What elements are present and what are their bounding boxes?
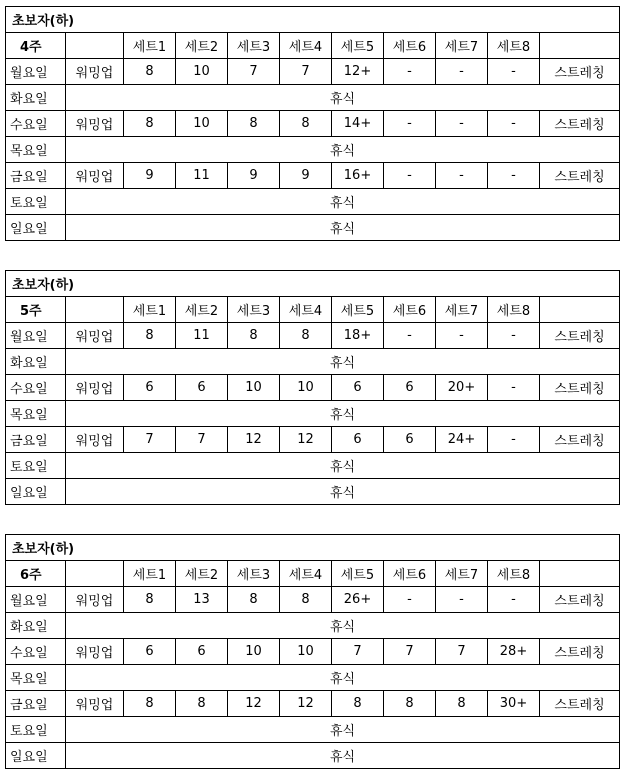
set-value: 8 (124, 59, 176, 85)
week-label: 6주 (6, 561, 66, 587)
rest-cell: 휴식 (66, 137, 620, 163)
set-value: - (384, 587, 436, 613)
set-value: - (436, 323, 488, 349)
workout-row (6, 427, 620, 453)
title-row (6, 7, 620, 33)
set-header: 세트6 (384, 33, 436, 59)
warmup-cell: 워밍업 (66, 375, 124, 401)
cooldown-cell: 스트레칭 (540, 111, 620, 137)
header-row (6, 561, 620, 587)
rest-cell: 휴식 (66, 189, 620, 215)
day-label: 토요일 (6, 717, 66, 743)
warmup-cell: 워밍업 (66, 323, 124, 349)
set-value: 8 (280, 587, 332, 613)
header-row (6, 33, 620, 59)
set-header: 세트6 (384, 297, 436, 323)
workout-row (6, 587, 620, 613)
day-label: 수요일 (6, 111, 66, 137)
warmup-cell: 워밍업 (66, 639, 124, 665)
day-label: 일요일 (6, 479, 66, 505)
rest-row (6, 349, 620, 375)
set-value: 8 (176, 691, 228, 717)
set-value: 6 (332, 427, 384, 453)
set-header: 세트6 (384, 561, 436, 587)
rest-cell: 휴식 (66, 453, 620, 479)
set-value: 8 (124, 587, 176, 613)
set-value: 9 (228, 163, 280, 189)
rest-row (6, 215, 620, 241)
set-value: - (488, 323, 540, 349)
set-header: 세트1 (124, 33, 176, 59)
set-value: 7 (228, 59, 280, 85)
header-blank (540, 33, 620, 59)
set-value: 12 (280, 427, 332, 453)
rest-row (6, 85, 620, 111)
set-header: 세트4 (280, 33, 332, 59)
set-header: 세트8 (488, 561, 540, 587)
rest-cell: 휴식 (66, 479, 620, 505)
set-value: - (436, 587, 488, 613)
rest-row (6, 453, 620, 479)
rest-cell: 휴식 (66, 401, 620, 427)
workout-row (6, 639, 620, 665)
workout-row (6, 163, 620, 189)
day-label: 금요일 (6, 691, 66, 717)
set-value: - (488, 163, 540, 189)
set-value: - (384, 111, 436, 137)
day-label: 토요일 (6, 189, 66, 215)
set-header: 세트7 (436, 561, 488, 587)
set-value: 12 (228, 691, 280, 717)
set-header: 세트8 (488, 33, 540, 59)
set-value: 6 (332, 375, 384, 401)
set-value: 12 (280, 691, 332, 717)
plan-week-5 (5, 270, 620, 505)
set-value: - (488, 59, 540, 85)
day-label: 목요일 (6, 137, 66, 163)
set-value: 9 (280, 163, 332, 189)
plan-week-6 (5, 534, 620, 769)
set-value: 7 (280, 59, 332, 85)
set-header: 세트5 (332, 33, 384, 59)
day-label: 목요일 (6, 401, 66, 427)
set-value: - (384, 59, 436, 85)
set-value: 10 (228, 375, 280, 401)
warmup-cell: 워밍업 (66, 163, 124, 189)
rest-cell: 휴식 (66, 743, 620, 769)
title-row (6, 271, 620, 297)
set-value: 18+ (332, 323, 384, 349)
set-value: 7 (384, 639, 436, 665)
plan-title: 초보자(하) (6, 271, 620, 297)
set-value: 7 (436, 639, 488, 665)
day-label: 월요일 (6, 587, 66, 613)
set-value: 8 (124, 323, 176, 349)
set-value: 8 (124, 691, 176, 717)
cooldown-cell: 스트레칭 (540, 323, 620, 349)
set-header: 세트2 (176, 33, 228, 59)
set-value: 8 (280, 111, 332, 137)
day-label: 월요일 (6, 59, 66, 85)
day-label: 일요일 (6, 215, 66, 241)
set-value: 10 (176, 59, 228, 85)
set-header: 세트5 (332, 561, 384, 587)
set-value: 10 (176, 111, 228, 137)
set-header: 세트1 (124, 561, 176, 587)
set-header: 세트3 (228, 33, 280, 59)
set-value: 24+ (436, 427, 488, 453)
rest-cell: 휴식 (66, 85, 620, 111)
rest-row (6, 743, 620, 769)
warmup-cell: 워밍업 (66, 587, 124, 613)
set-value: 6 (384, 427, 436, 453)
plan-table (5, 6, 620, 241)
set-value: 6 (384, 375, 436, 401)
plan-title: 초보자(하) (6, 7, 620, 33)
set-value: - (488, 587, 540, 613)
rest-row (6, 717, 620, 743)
day-label: 금요일 (6, 427, 66, 453)
day-label: 화요일 (6, 349, 66, 375)
rest-cell: 휴식 (66, 349, 620, 375)
day-label: 수요일 (6, 375, 66, 401)
rest-row (6, 401, 620, 427)
workout-row (6, 323, 620, 349)
set-value: - (384, 323, 436, 349)
set-header: 세트4 (280, 561, 332, 587)
plan-title: 초보자(하) (6, 535, 620, 561)
set-value: 10 (280, 375, 332, 401)
cooldown-cell: 스트레칭 (540, 639, 620, 665)
set-header: 세트8 (488, 297, 540, 323)
cooldown-cell: 스트레칭 (540, 59, 620, 85)
warmup-cell: 워밍업 (66, 59, 124, 85)
cooldown-cell: 스트레칭 (540, 691, 620, 717)
set-header: 세트1 (124, 297, 176, 323)
set-value: 10 (280, 639, 332, 665)
warmup-cell: 워밍업 (66, 427, 124, 453)
header-row (6, 297, 620, 323)
plan-week-4 (5, 6, 620, 241)
set-value: - (436, 111, 488, 137)
set-value: 7 (176, 427, 228, 453)
title-row (6, 535, 620, 561)
set-value: 6 (124, 375, 176, 401)
rest-row (6, 189, 620, 215)
set-value: - (488, 375, 540, 401)
set-value: 8 (332, 691, 384, 717)
workout-row (6, 59, 620, 85)
week-label: 5주 (6, 297, 66, 323)
set-value: - (488, 427, 540, 453)
set-header: 세트7 (436, 297, 488, 323)
header-blank (66, 561, 124, 587)
cooldown-cell: 스트레칭 (540, 163, 620, 189)
day-label: 화요일 (6, 85, 66, 111)
rest-row (6, 665, 620, 691)
set-value: 12+ (332, 59, 384, 85)
day-label: 화요일 (6, 613, 66, 639)
cooldown-cell: 스트레칭 (540, 427, 620, 453)
set-value: 7 (332, 639, 384, 665)
header-blank (66, 297, 124, 323)
rest-cell: 휴식 (66, 613, 620, 639)
workout-row (6, 111, 620, 137)
set-value: - (436, 59, 488, 85)
day-label: 월요일 (6, 323, 66, 349)
plan-table (5, 534, 620, 769)
rest-row (6, 479, 620, 505)
day-label: 금요일 (6, 163, 66, 189)
rest-cell: 휴식 (66, 717, 620, 743)
rest-row (6, 137, 620, 163)
set-value: 8 (384, 691, 436, 717)
set-header: 세트3 (228, 561, 280, 587)
set-value: 7 (124, 427, 176, 453)
set-value: 6 (124, 639, 176, 665)
plan-table (5, 270, 620, 505)
week-label: 4주 (6, 33, 66, 59)
set-value: 8 (436, 691, 488, 717)
set-value: 8 (228, 587, 280, 613)
set-value: 8 (280, 323, 332, 349)
set-value: 30+ (488, 691, 540, 717)
set-value: 11 (176, 163, 228, 189)
set-value: 26+ (332, 587, 384, 613)
set-header: 세트2 (176, 297, 228, 323)
set-value: 6 (176, 375, 228, 401)
set-value: 8 (228, 323, 280, 349)
set-value: - (488, 111, 540, 137)
set-value: 9 (124, 163, 176, 189)
header-blank (66, 33, 124, 59)
set-value: 14+ (332, 111, 384, 137)
set-value: 6 (176, 639, 228, 665)
cooldown-cell: 스트레칭 (540, 375, 620, 401)
set-header: 세트2 (176, 561, 228, 587)
rest-cell: 휴식 (66, 215, 620, 241)
set-value: 10 (228, 639, 280, 665)
set-header: 세트5 (332, 297, 384, 323)
set-header: 세트4 (280, 297, 332, 323)
set-value: 20+ (436, 375, 488, 401)
set-value: 8 (228, 111, 280, 137)
set-value: - (384, 163, 436, 189)
set-header: 세트7 (436, 33, 488, 59)
day-label: 목요일 (6, 665, 66, 691)
set-value: 11 (176, 323, 228, 349)
set-header: 세트3 (228, 297, 280, 323)
warmup-cell: 워밍업 (66, 111, 124, 137)
rest-cell: 휴식 (66, 665, 620, 691)
set-value: 28+ (488, 639, 540, 665)
day-label: 수요일 (6, 639, 66, 665)
day-label: 일요일 (6, 743, 66, 769)
set-value: 16+ (332, 163, 384, 189)
warmup-cell: 워밍업 (66, 691, 124, 717)
workout-row (6, 691, 620, 717)
set-value: 13 (176, 587, 228, 613)
set-value: 8 (124, 111, 176, 137)
cooldown-cell: 스트레칭 (540, 587, 620, 613)
header-blank (540, 561, 620, 587)
header-blank (540, 297, 620, 323)
set-value: 12 (228, 427, 280, 453)
day-label: 토요일 (6, 453, 66, 479)
workout-row (6, 375, 620, 401)
set-value: - (436, 163, 488, 189)
rest-row (6, 613, 620, 639)
